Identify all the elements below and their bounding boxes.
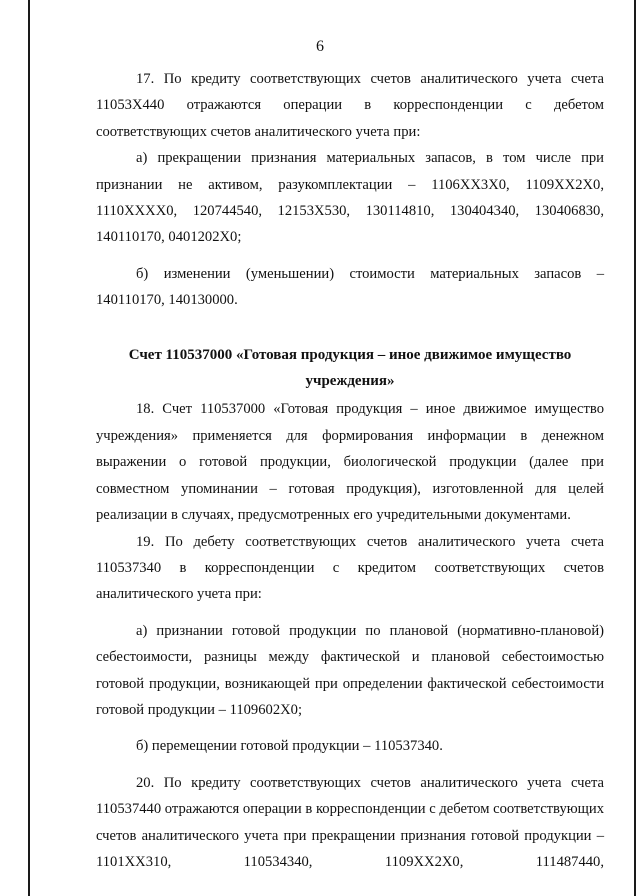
paragraph-19-a: а) признании готовой продукции по плановой (нормативно-плановой) себестоимости, разницы между фактической и плановой себестоимостью готовой продукции, возникающей при определении фактической себестоимости готовой продукции – 1109602Х0; bbox=[96, 622, 604, 718]
section-heading: Счет 110537000 «Готовая продукция – иное движимое имущество учреждения» bbox=[128, 346, 572, 390]
paragraph-17-b: б) изменении (уменьшении) стоимости материальных запасов – 140110170, 140130000. bbox=[96, 265, 604, 309]
scan-left-edge bbox=[28, 0, 30, 896]
page-number: 6 bbox=[316, 38, 324, 55]
paragraph-19: 19. По дебету соответствующих счетов аналитического учета счета 110537340 в корреспонденции с кредитом соответствующих счетов аналитического учета при: bbox=[96, 533, 604, 603]
paragraph-18: 18. Счет 110537000 «Готовая продукция – иное движимое имущество учреждения» применяется для формирования информации в денежном выражении о готовой продукции, биологической продукции (далее при совместном упоминании – готовая продукция), изготовленной для целей реализации в случаях, предусмотренных его учредительными документами. bbox=[96, 401, 604, 524]
document-body bbox=[96, 66, 604, 875]
paragraph-17: 17. По кредиту соответствующих счетов аналитического учета счета 11053Х440 отражаются операции в корреспонденции с дебетом соответствующих счетов аналитического учета при: bbox=[96, 71, 604, 140]
paragraph-17-a: а) прекращении признания материальных запасов, в том числе при признании не активом, разукомплектации – 1106ХХ3Х0, 1109ХХ2Х0, 1110ХХХХ0, 120744540, 12153Х530, 130114810, 130404340, 130406830, 140110170, 0401202Х0; bbox=[96, 150, 604, 246]
paragraph-19-b: б) перемещении готовой продукции – 110537340. bbox=[136, 738, 443, 755]
scan-right-edge bbox=[634, 0, 636, 896]
paragraph-20: 20. По кредиту соответствующих счетов аналитического учета счета 110537440 отражаются операции в корреспонденции с дебетом соответствующих счетов аналитического учета при прекращении признания готовой продукции – 1101ХХ310, 110534340, 1109ХХ2Х0, 111487440, bbox=[96, 774, 604, 870]
